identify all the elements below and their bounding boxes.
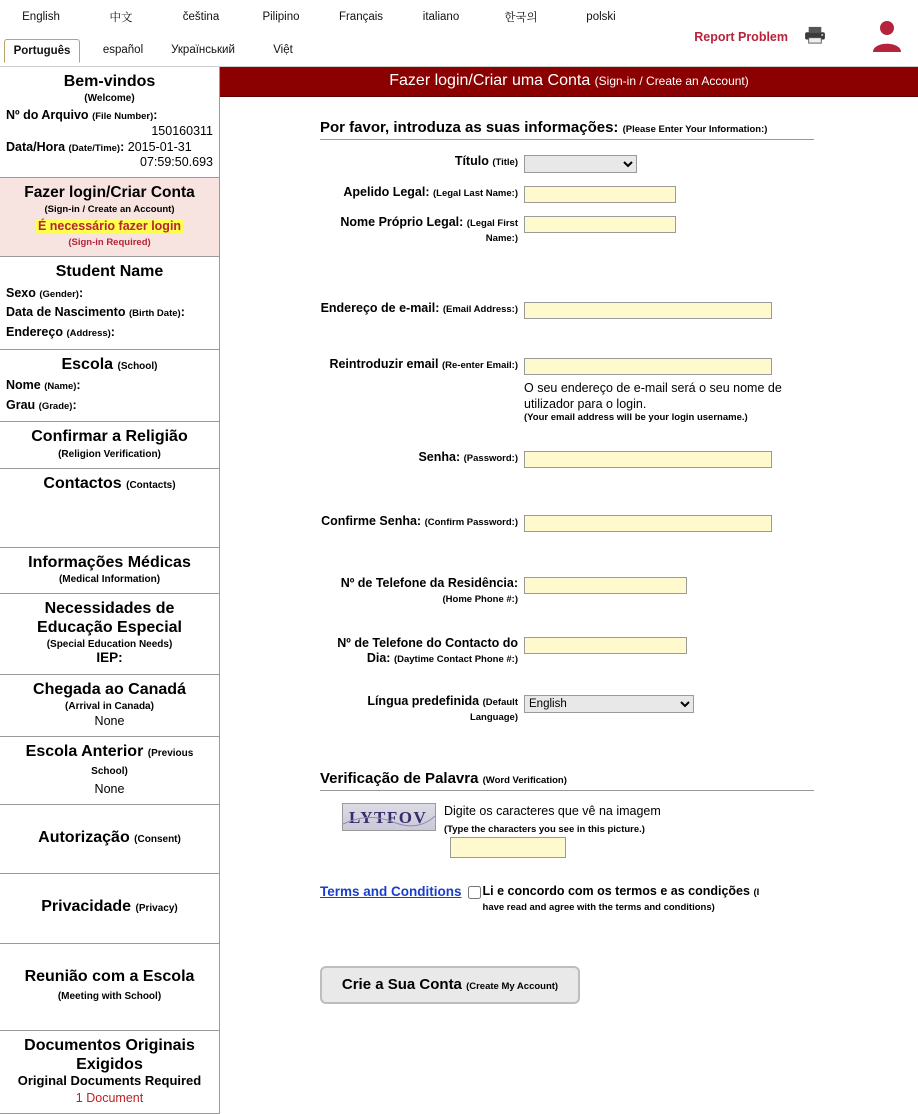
consent-title-en: (Consent): [134, 833, 181, 845]
submit-row: [320, 914, 918, 1004]
reenter-email-field-wrap: [524, 357, 784, 424]
sidebar-section-privacy[interactable]: [0, 874, 219, 943]
word-verification-heading-pt: Verificação de Palavra: [320, 770, 479, 788]
file-number-label-en: (File Number): [92, 111, 154, 123]
title-label-en: (Title): [492, 157, 518, 168]
form-section-heading-en: (Please Enter Your Information:): [622, 124, 768, 135]
special-ed-title: Necessidades de Educação Especial: [37, 600, 182, 636]
captcha-instruction: [444, 803, 684, 858]
row-home-phone: [320, 576, 918, 606]
email-login-note-pt: O seu endereço de e-mail será o seu nome de utilizador para o login.: [524, 381, 782, 411]
gender-colon: :: [78, 285, 84, 300]
privacy-spacer-top: [6, 880, 213, 898]
file-number-label: Nº do Arquivo: [6, 108, 89, 123]
documents-title-en: Original Documents Required: [17, 1073, 202, 1089]
sidebar-section-school[interactable]: [0, 350, 219, 423]
school-grade-row: [6, 398, 213, 414]
first-name-label: [320, 215, 524, 245]
email-login-note: [524, 381, 784, 424]
form-spacer-4: [320, 480, 918, 514]
signin-required-badge: É necessário fazer login: [37, 219, 182, 234]
banner-title-pt: Fazer login/Criar uma Conta: [389, 72, 591, 89]
email-label-pt: Endereço de e-mail:: [320, 301, 440, 315]
captcha-instruction-pt: Digite os caracteres que vê na imagem: [444, 804, 661, 819]
lang-tab-spanish[interactable]: español: [102, 43, 144, 56]
sidebar-section-special-education[interactable]: [0, 594, 219, 674]
terms-text-pt: Li e concordo com os termos e as condições: [482, 883, 750, 898]
captcha-input[interactable]: [450, 837, 566, 858]
page-banner: [220, 67, 918, 97]
lang-tab-pilipino[interactable]: Pilipino: [262, 10, 300, 23]
lang-tab-portuguese[interactable]: Português: [4, 39, 80, 63]
first-name-label-en: (Legal First Name:): [466, 218, 518, 244]
previous-school-value: None: [94, 781, 125, 796]
home-phone-label-pt: Nº de Telefone da Residência:: [340, 576, 518, 591]
consent-spacer-top: [6, 811, 213, 829]
daytime-phone-input[interactable]: [524, 637, 687, 654]
religion-subtitle: (Religion Verification): [58, 448, 161, 460]
word-verification-heading-en: (Word Verification): [482, 775, 567, 787]
sidebar-section-medical[interactable]: [0, 548, 219, 594]
terms-text-en: (I have read and agree with the terms and conditions): [482, 886, 760, 913]
consent-spacer-bottom: [6, 847, 213, 865]
file-number-row: [6, 108, 213, 139]
medical-title: Informações Médicas: [28, 553, 191, 571]
privacy-title: [6, 898, 213, 916]
form-spacer-7: [320, 678, 918, 694]
last-name-field-wrap: [524, 185, 676, 203]
special-ed-subtitle: (Special Education Needs): [46, 639, 173, 651]
time-value: 07:59:50.693: [140, 155, 213, 170]
datetime-colon: :: [120, 139, 125, 154]
sidebar-section-religion[interactable]: [0, 422, 219, 468]
contacts-title-pt: Contactos: [43, 474, 122, 492]
title-select[interactable]: [524, 155, 637, 173]
welcome-subtitle: (Welcome): [84, 93, 135, 105]
first-name-label-pt: Nome Próprio Legal:: [340, 215, 464, 229]
datetime-row: [6, 140, 213, 156]
last-name-label-en: (Legal Last Name:): [433, 188, 518, 199]
previous-school-title-en: (Previous School): [91, 748, 194, 778]
page-body: [0, 67, 918, 1114]
home-phone-label: [320, 576, 524, 606]
daytime-phone-field-wrap: [524, 636, 687, 654]
previous-school-title-pt: Escola Anterior: [25, 743, 144, 761]
password-label-pt: Senha:: [418, 450, 461, 465]
address-label-en: (Address): [66, 327, 111, 339]
birthdate-label-en: (Birth Date): [128, 308, 181, 320]
create-account-button-label-en: (Create My Account): [466, 981, 559, 993]
daytime-phone-label-en: (Daytime Contact Phone #:): [393, 654, 518, 666]
lang-tab-french[interactable]: Français: [338, 10, 384, 23]
password-field-wrap: [524, 450, 772, 468]
sidebar-section-documents[interactable]: [0, 1031, 219, 1114]
lang-tab-ukrainian[interactable]: Український: [171, 43, 235, 56]
form-spacer-2: [320, 331, 918, 357]
address-row: [6, 325, 213, 341]
meeting-spacer-top: [6, 950, 213, 968]
create-account-button-label-pt: Crie a Sua Conta: [341, 976, 462, 994]
row-daytime-phone: [320, 636, 918, 666]
sidebar-section-signin[interactable]: [0, 178, 219, 257]
religion-title: Confirmar a Religião: [31, 428, 188, 446]
user-avatar-icon[interactable]: [870, 18, 904, 52]
create-account-button[interactable]: [320, 966, 580, 1004]
form-spacer-1: [320, 257, 918, 301]
signin-required-badge-en: (Sign-in Required): [68, 237, 151, 249]
previous-school-title: [6, 743, 213, 780]
birthdate-colon: :: [180, 305, 185, 320]
lang-tab-vietnamese[interactable]: Việt: [273, 43, 293, 56]
sidebar-section-arrival[interactable]: [0, 675, 219, 737]
printer-icon[interactable]: [804, 26, 826, 44]
student-name-title: Student Name: [55, 263, 164, 281]
terms-text: [483, 884, 783, 914]
lang-tab-korean[interactable]: 한국의: [504, 11, 538, 24]
gender-label: Sexo: [6, 285, 36, 300]
home-phone-input[interactable]: [524, 577, 687, 594]
form-spacer-3: [320, 436, 918, 450]
gender-row: [6, 286, 213, 302]
email-login-note-en: (Your email address will be your login username.): [524, 412, 748, 424]
sidebar-section-meeting[interactable]: [0, 944, 219, 1032]
row-reenter-email: [320, 357, 918, 424]
password-label: [320, 450, 524, 465]
captcha-image: [342, 803, 436, 831]
terms-checkbox[interactable]: [468, 886, 481, 899]
file-number-colon: :: [153, 108, 158, 123]
daytime-phone-label: [320, 636, 524, 666]
school-name-label-en: (Name): [44, 380, 77, 392]
medical-subtitle: (Medical Information): [58, 574, 161, 586]
file-number-value: 150160311: [151, 124, 213, 139]
gender-label-en: (Gender): [39, 288, 79, 300]
school-grade-label: Grau: [6, 397, 36, 412]
email-label-en: (Email Address:): [442, 304, 518, 315]
confirm-password-label: [320, 514, 524, 529]
contacts-empty-area: [6, 493, 213, 539]
meeting-spacer-bottom: [6, 1004, 213, 1022]
meeting-title: [6, 968, 213, 1005]
arrival-subtitle: (Arrival in Canada): [65, 701, 154, 713]
banner-title-en: (Sign-in / Create an Account): [594, 74, 749, 88]
form-section-heading: [320, 119, 814, 140]
default-language-label-en: (Default Language): [469, 697, 518, 724]
reenter-email-label-pt: Reintroduzir email: [329, 357, 439, 371]
password-label-en: (Password:): [463, 453, 518, 465]
lang-tab-chinese[interactable]: 中文: [109, 11, 133, 24]
sidebar-section-contacts[interactable]: [0, 469, 219, 548]
title-label-pt: Título: [454, 154, 489, 168]
language-row-primary: [0, 0, 918, 33]
birthdate-label: Data de Nascimento: [6, 305, 126, 320]
documents-title: Documentos Originais Exigidos: [24, 1037, 195, 1073]
word-verification-heading: [320, 770, 814, 791]
privacy-title-en: (Privacy): [135, 903, 178, 915]
documents-count: 1 Document: [75, 1091, 144, 1106]
confirm-password-label-pt: Confirme Senha:: [321, 514, 422, 529]
row-title: [320, 154, 918, 173]
email-input[interactable]: [524, 302, 772, 319]
first-name-field-wrap: [524, 215, 676, 233]
email-label: [320, 301, 524, 316]
title-field-wrap: [524, 154, 637, 173]
confirm-password-input[interactable]: [524, 515, 772, 532]
last-name-label: [320, 185, 524, 200]
captcha-text: LYTFOV: [349, 808, 428, 828]
datetime-label-en: (Date/Time): [68, 142, 121, 154]
default-language-select[interactable]: [524, 695, 694, 713]
last-name-label-pt: Apelido Legal:: [343, 185, 430, 199]
signin-subtitle: (Sign-in / Create an Account): [44, 204, 175, 216]
signin-form: [220, 97, 918, 1004]
signin-title: Fazer login/Criar Conta: [24, 184, 195, 202]
consent-title: [6, 829, 213, 847]
lang-tab-czech[interactable]: čeština: [182, 10, 220, 23]
arrival-value: None: [94, 714, 125, 729]
school-name-row: [6, 378, 213, 394]
default-language-field-wrap: [524, 694, 694, 713]
school-name-colon: :: [76, 377, 81, 392]
email-field-wrap: [524, 301, 772, 319]
confirm-password-field-wrap: [524, 514, 772, 532]
consent-title-pt: Autorização: [38, 828, 130, 846]
reenter-email-label-en: (Re-enter Email:): [441, 360, 518, 371]
lang-tab-polish[interactable]: polski: [586, 10, 616, 23]
form-spacer-5: [320, 544, 918, 576]
row-default-language: [320, 694, 918, 724]
meeting-title-en: (Meeting with School): [57, 990, 162, 1002]
form-spacer-6: [320, 618, 918, 636]
password-input[interactable]: [524, 451, 772, 468]
school-title: [6, 356, 213, 374]
sidebar-section-welcome[interactable]: [0, 67, 219, 178]
terms-row: [320, 884, 918, 914]
address-label: Endereço: [6, 324, 63, 339]
school-name-label: Nome: [6, 377, 41, 392]
row-password: [320, 450, 918, 468]
form-section-heading-pt: Por favor, introduza as suas informações:: [320, 119, 619, 136]
captcha-instruction-en: (Type the characters you see in this picture.): [444, 824, 645, 835]
home-phone-label-en: (Home Phone #:): [442, 594, 518, 606]
last-name-input[interactable]: [524, 186, 676, 203]
privacy-title-pt: Privacidade: [41, 898, 132, 916]
datetime-label: Data/Hora: [6, 139, 66, 154]
sidebar-section-student[interactable]: [0, 257, 219, 349]
default-language-label: [320, 694, 524, 724]
report-problem-link[interactable]: Report Problem: [694, 30, 788, 44]
iep-label: IEP:: [96, 650, 123, 666]
school-grade-colon: :: [72, 397, 77, 412]
reenter-email-input[interactable]: [524, 358, 772, 375]
word-verification-row: [320, 803, 918, 858]
sidebar: [0, 67, 220, 1114]
first-name-input[interactable]: [524, 216, 676, 233]
language-bar: [0, 0, 918, 67]
daytime-phone-label-pt: Nº de Telefone do Contacto do Dia:: [337, 636, 518, 666]
birthdate-row: [6, 305, 213, 321]
default-language-label-pt: Língua predefinida: [367, 694, 480, 709]
row-first-name: [320, 215, 918, 245]
sidebar-section-previous-school[interactable]: [0, 737, 219, 805]
contacts-title: [6, 475, 213, 493]
row-email: [320, 301, 918, 319]
main-content: [220, 67, 918, 1004]
lang-tab-italian[interactable]: italiano: [422, 10, 460, 23]
privacy-spacer-bottom: [6, 917, 213, 935]
school-title-pt: Escola: [61, 355, 114, 373]
lang-tab-english[interactable]: English: [22, 10, 60, 23]
meeting-title-pt: Reunião com a Escola: [24, 967, 195, 985]
school-grade-label-en: (Grade): [38, 400, 73, 412]
confirm-password-label-en: (Confirm Password:): [424, 517, 518, 529]
arrival-title: Chegada ao Canadá: [33, 680, 186, 698]
school-title-en: (School): [117, 360, 158, 372]
sidebar-section-consent[interactable]: [0, 805, 219, 874]
row-last-name: [320, 185, 918, 203]
welcome-title: Bem-vindos: [63, 73, 156, 90]
datetime-value: 2015-01-31: [127, 139, 192, 154]
title-label: [320, 154, 524, 169]
row-confirm-password: [320, 514, 918, 532]
home-phone-field-wrap: [524, 576, 687, 594]
terms-and-conditions-link[interactable]: Terms and Conditions: [320, 883, 462, 899]
address-colon: :: [110, 324, 115, 339]
reenter-email-label: [320, 357, 524, 372]
contacts-title-en: (Contacts): [126, 479, 176, 491]
